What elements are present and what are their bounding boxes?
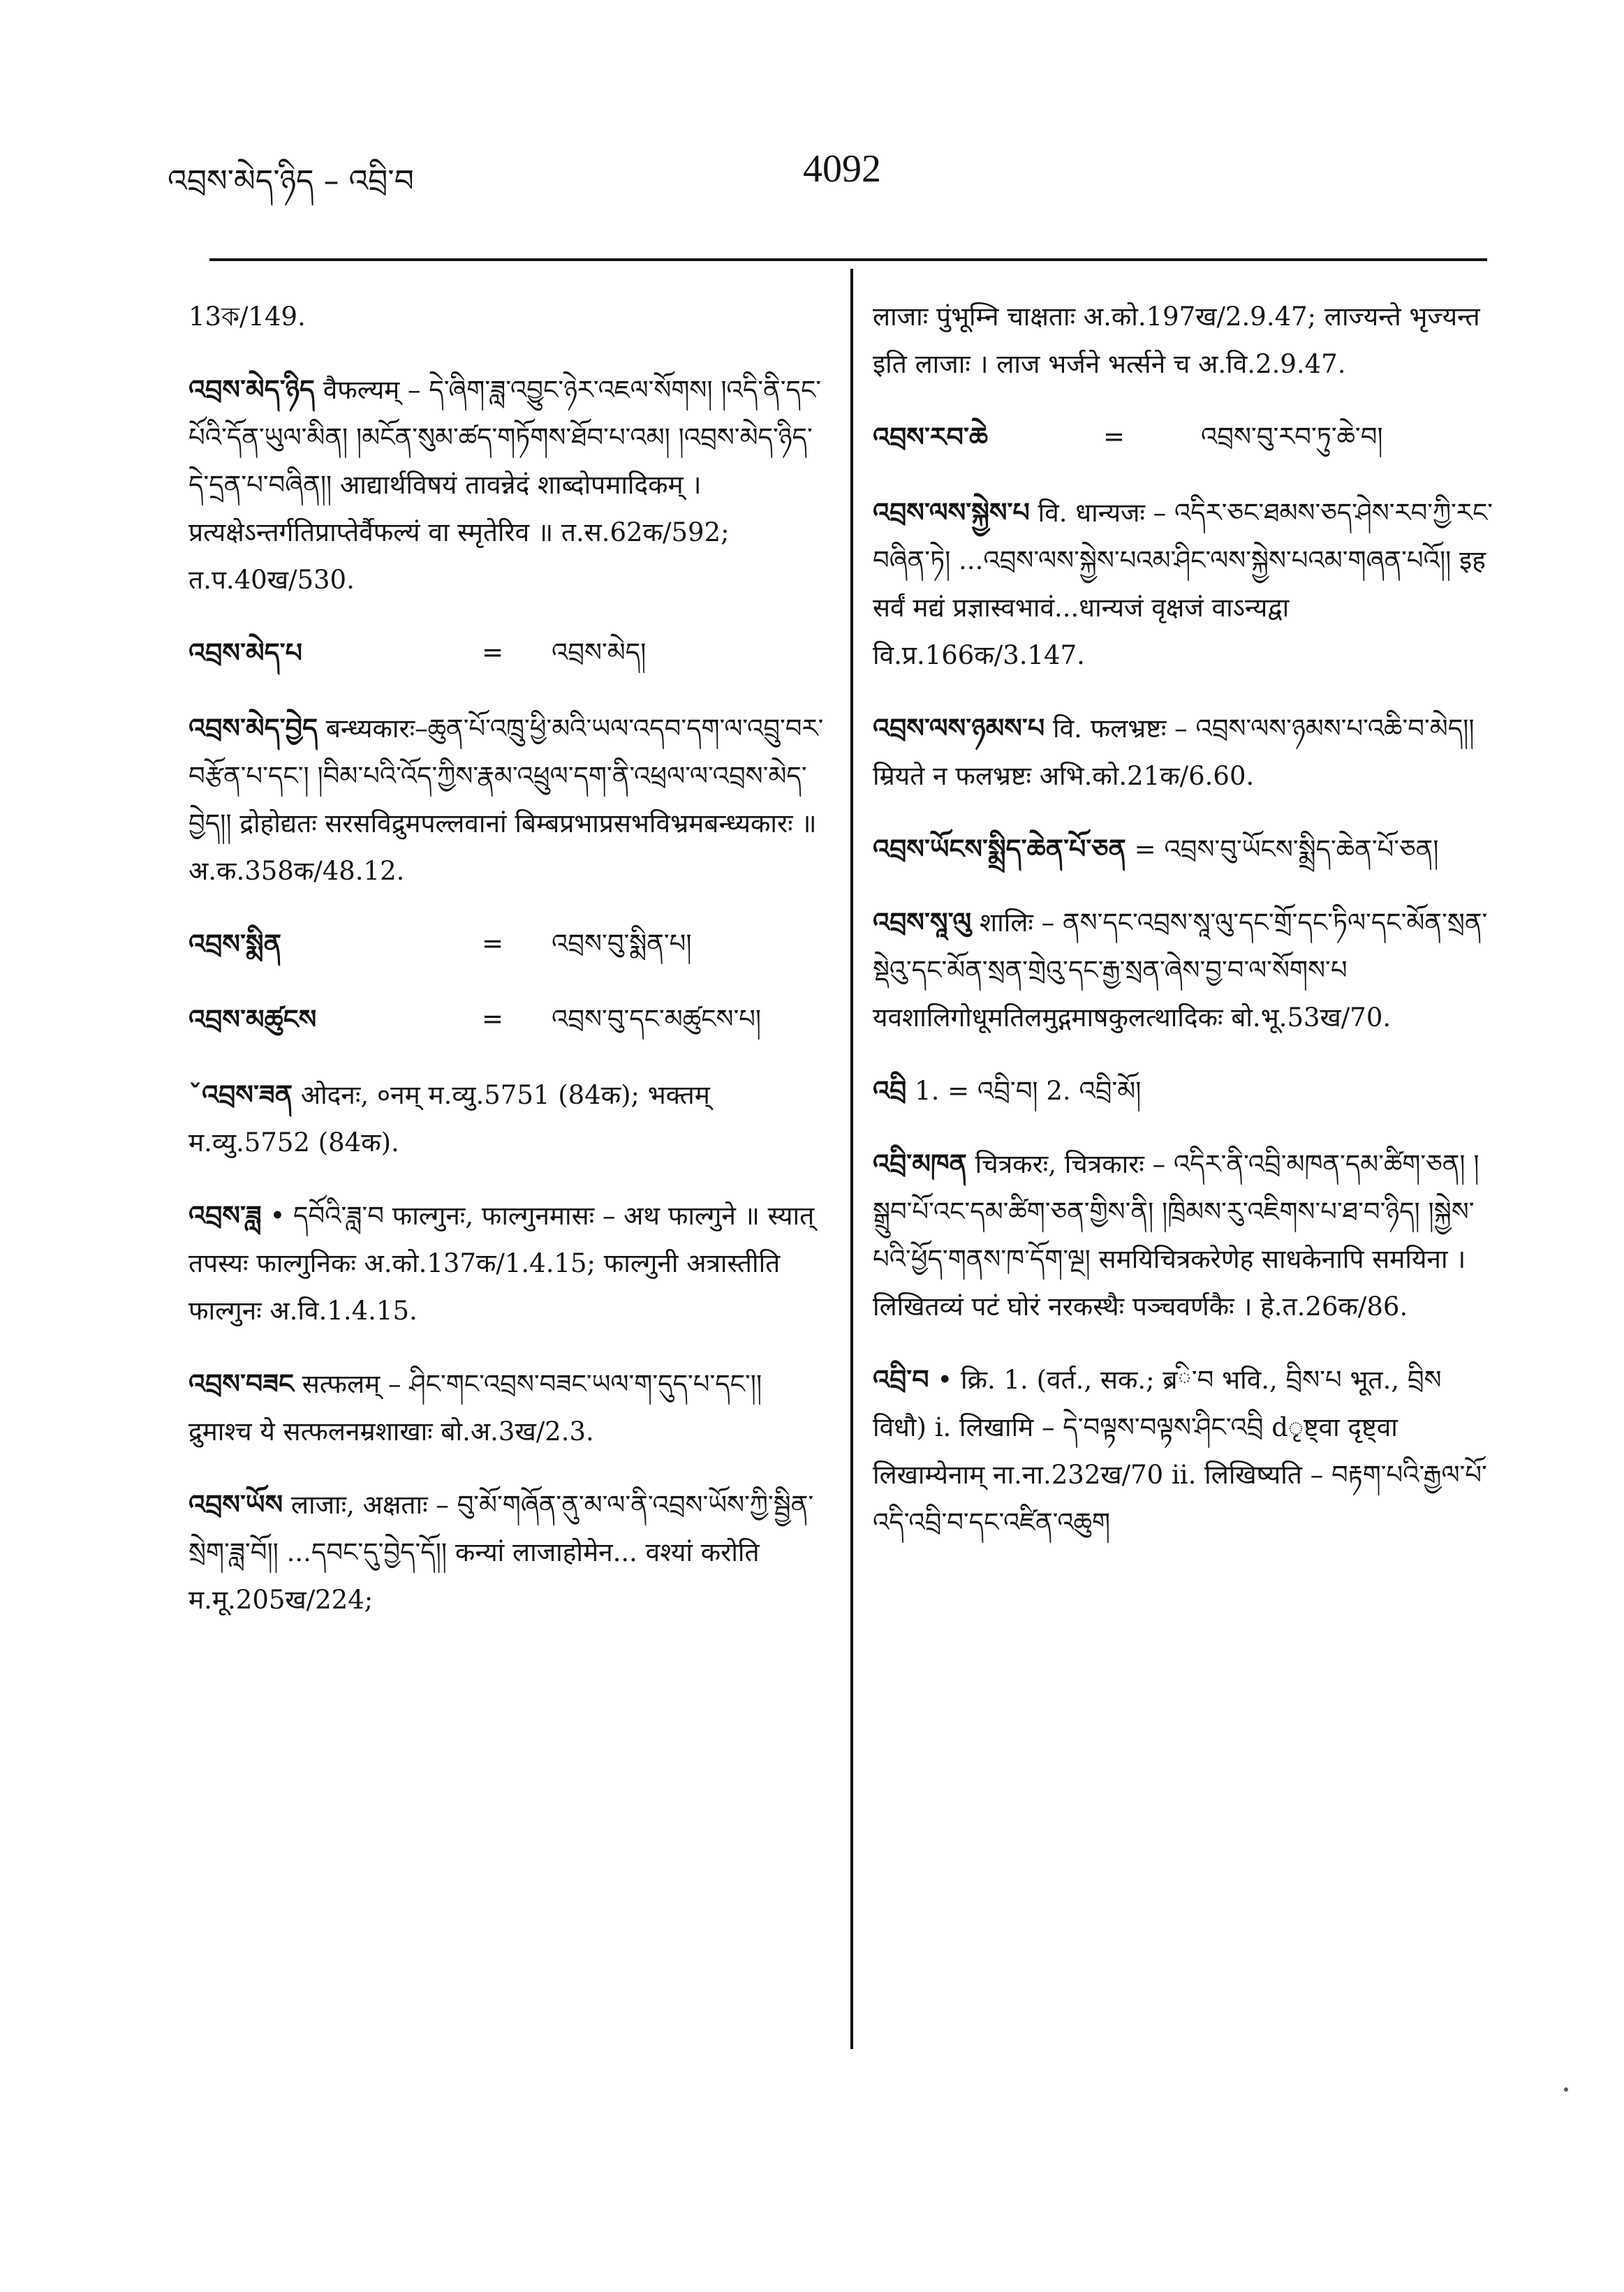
equals-sign: = xyxy=(1134,834,1156,864)
dictionary-entry xyxy=(189,1192,831,1335)
definition: वि. धान्यजः – འདིར་ཅང་ཐམས་ཅད་ཤེས་རབ་ཀྱི་རང་བཞིན་ཏེ། ...འབྲས་ལས་སྐྱེས་པའམ་ཤིང་ལས་སྐྱེས་པའམ་གཞན་པའོ།། इह सर्वं मद्यं प्रज्ञास्वभावं...धान्यजं वृक्षजं वाऽन्यद्वा वि.प्र.166क/3.147. xyxy=(873,498,1493,670)
dictionary-entry xyxy=(873,1356,1501,1546)
dictionary-entry xyxy=(189,1071,831,1167)
scan-speck xyxy=(1564,2087,1568,2092)
entry-continuation: लाजाः पुंभूम्नि चाक्षताः अ.को.197ख/2.9.47; लाज्यन्ते भृज्यन्त इति लाजाः । लाज भर्जने भर्त्सने च अ.वि.2.9.47. xyxy=(873,302,1480,379)
headword: འབྲས་མེད་བྱེད xyxy=(189,713,318,744)
reference-target: འབྲས་མེད། xyxy=(552,637,647,667)
equals-sign: = xyxy=(1103,422,1125,452)
running-head: འབྲས་མེད་ཉིད – འབྲི་བ xyxy=(168,163,414,199)
headword: འབྲས་བཟང xyxy=(189,1368,294,1399)
definition: • དབོའི་ཟླ་བ फाल्गुनः, फाल्गुनमासः – अथ फाल्गुने ॥ स्यात् तपस्यः फाल्गुनिकः अ.को.137क/1.4.15; फाल्गुनी अत्रास्तीति फाल्गुनः अ.वि.1.4.15. xyxy=(189,1201,815,1326)
definition: सत्फलम् – ཤིང་གང་འབྲས་བཟང་ཡལ་ག་དུད་པ་དང་།། द्रुमाश्च ये सत्फलनम्रशाखाः बो.अ.3ख/2.3. xyxy=(189,1369,762,1447)
column-divider xyxy=(850,269,853,2049)
definition: लाजाः, अक्षताः – བུ་མོ་གཞོན་ནུ་མ་ལ་ནི་འབྲས་ཡོས་ཀྱི་སྦྱིན་སྲེག་ཟླ་བོ།། ...དབང་དུ་བྱེད་དོ།། कन्यां लाजाहोमेन... वश्यां करोति म.मू.205ख/224; xyxy=(189,1490,814,1615)
headword: འབྲས་སཱ་ལུ xyxy=(873,907,972,938)
dictionary-entry xyxy=(189,1481,831,1624)
right-column xyxy=(873,293,1501,2080)
headword: འབྲས་མེད་པ xyxy=(189,637,302,668)
dictionary-entry xyxy=(873,899,1501,1042)
definition: वैफल्यम् – དེ་ཞིག་ཟླ་འབྱུང་ཉེར་འཇལ་སོགས། །འདི་ནི་དང་པོའི་དོན་ཡུལ་མིན། །མངོན་སུམ་ཚད་གཏོགས་ཐོབ་པ་འམ། །འབྲས་མེད་ཉིད་དེ་དྲན་པ་བཞིན།། आद्यार्थविषयं तावन्नेदं शाब्दोपमादिकम् । प्रत्यक्षेऽन्तर्गतिप्राप्तेर्वैफल्यं वा स्मृतेरिव ॥ त.स.62क/592; त.प.40ख/530. xyxy=(189,375,822,595)
headword: འབྲས་ཡོངས་སྨྲིད་ཆེན་པོ་ཅན xyxy=(873,834,1126,864)
dictionary-entry xyxy=(189,1360,831,1456)
header-rule xyxy=(209,258,1487,261)
equals-sign: = xyxy=(482,1004,504,1034)
headword: ˇའབྲས་ཟན xyxy=(189,1079,293,1110)
dictionary-entry xyxy=(873,1140,1501,1331)
headword: འབྲས་མེད་ཉིད xyxy=(189,374,315,405)
page-number: 4092 xyxy=(803,147,881,191)
page-header xyxy=(168,133,1487,209)
cross-reference-entry xyxy=(873,825,1501,873)
dictionary-entry xyxy=(873,704,1501,800)
definition: • क्रि. 1. (वर्त., सक.; ब्रི་བ भवि., བྲིས་པ भूत., བྲིས विधौ) i. लिखामि – དེ་བལྟས་བལྟས་ཤིང་འབྲི dृष्ट्वा दृष्ट्वा लिखाम्येनाम् ना.ना.232ख/70 ii. लिखिष्यति – བརྟག་པའི་རྒྱལ་པོ་འདི་འབྲི་བ་དང་འཛིན་འཆུག xyxy=(873,1365,1487,1537)
reference-target: འབྲས་བུ་སྨིན་པ། xyxy=(552,929,692,959)
definition: 1. = འབྲི་བ། 2. འབྲི་མོ། xyxy=(915,1076,1142,1106)
entry-continuation: 13ক/149. xyxy=(189,302,306,332)
headword: འབྲི་བ xyxy=(873,1364,929,1395)
equals-sign: = xyxy=(482,929,504,959)
equals-sign: = xyxy=(482,637,504,667)
headword: འབྲས་ཡོས xyxy=(189,1489,283,1520)
dictionary-entry xyxy=(873,489,1501,679)
cross-reference-entry xyxy=(189,996,831,1043)
cross-reference-entry xyxy=(873,413,1501,461)
headword: འབྲས་ལས་སྐྱེས་པ xyxy=(873,497,1030,528)
headword: འབྲི xyxy=(873,1075,907,1106)
headword: འབྲས་མཚུངས xyxy=(189,1004,317,1035)
dictionary-entry xyxy=(189,366,831,604)
definition: ओदनः, ०नम् म.व्यु.5751 (84क); भक्तम् म.व्यु.5752 (84क). xyxy=(189,1080,710,1158)
cross-reference-entry xyxy=(189,629,831,676)
reference-target: འབྲས་བུ་རབ་ཏུ་ཆེ་བ། xyxy=(1201,422,1383,452)
headword: འབྲི་མཁན xyxy=(873,1148,967,1179)
definition: चित्रकरः, चित्रकारः – འདིར་ནི་འབྲི་མཁན་དམ་ཚིག་ཅན། །སྒྲུབ་པོ་འང་དམ་ཚིག་ཅན་གྱིས་ནི། །ཁྲིམས་རུ་འཇིགས་པ་ཐ་བ་ཉིད། །སྐྱེས་པའི་ཕྱོད་གནས་ཁ་དོག་ལྔ། समयिचित्रकरेणेह साधकेनापि समयिना । लिखितव्यं पटं घोरं नरकस्थैः पञ्चवर्णकैः । हे.त.26क/86. xyxy=(873,1149,1479,1322)
definition: शालिः – ནས་དང་འབྲས་སཱ་ལུ་དང་གྲོ་དང་ཏིལ་དང་མོན་སྲན་སྡེའུ་དང་མོན་སྲན་གྲེའུ་དང་རྒྱ་སྲན་ཞེས་བྱ་བ་ལ་སོགས་པ यवशालिगोधूमतिलमुद्गमाषकुलत्थादिकः बो.भू.53ख/70. xyxy=(873,908,1488,1033)
headword: འབྲས་རབ་ཆེ xyxy=(873,422,988,452)
dictionary-entry xyxy=(873,1067,1501,1115)
definition: वि. फलभ्रष्टः – འབྲས་ལས་ཉམས་པ་འཆི་བ་མེད།། म्रियते न फलभ्रष्टः अभि.को.21क/6.60. xyxy=(873,714,1475,791)
headword: འབྲས་ལས་ཉམས་པ xyxy=(873,713,1045,744)
dictionary-entry xyxy=(189,704,831,895)
cross-reference-entry xyxy=(189,920,831,968)
reference-target: འབྲས་བུ་ཡོངས་སྨྲིད་ཆེན་པོ་ཅན། xyxy=(1164,834,1439,864)
headword: འབྲས་སྨིན xyxy=(189,929,281,959)
headword: འབྲས་ཟླ xyxy=(189,1200,262,1231)
left-column xyxy=(189,293,831,2080)
definition: बन्ध्यकारः–ཆུན་པོ་འཁྲུ་ཕྱི་མའི་ཡལ་འདབ་དག་ལ་འབྲུ་བར་བརྩོན་པ་དང་། །བིམ་པའི་འོད་ཀྱིས་རྣམ་འཕྲུལ་དག་ནི་འཕྲལ་ལ་འབྲས་མེད་བྱེད།། द्रोहोद्यतः सरसविद्रुमपल्लवानां बिम्बप्रभाप्रसभविभ्रमबन्ध्यकारः ॥ अ.क.358क/48.12. xyxy=(189,714,824,886)
reference-target: འབྲས་བུ་དང་མཚུངས་པ། xyxy=(552,1004,762,1034)
